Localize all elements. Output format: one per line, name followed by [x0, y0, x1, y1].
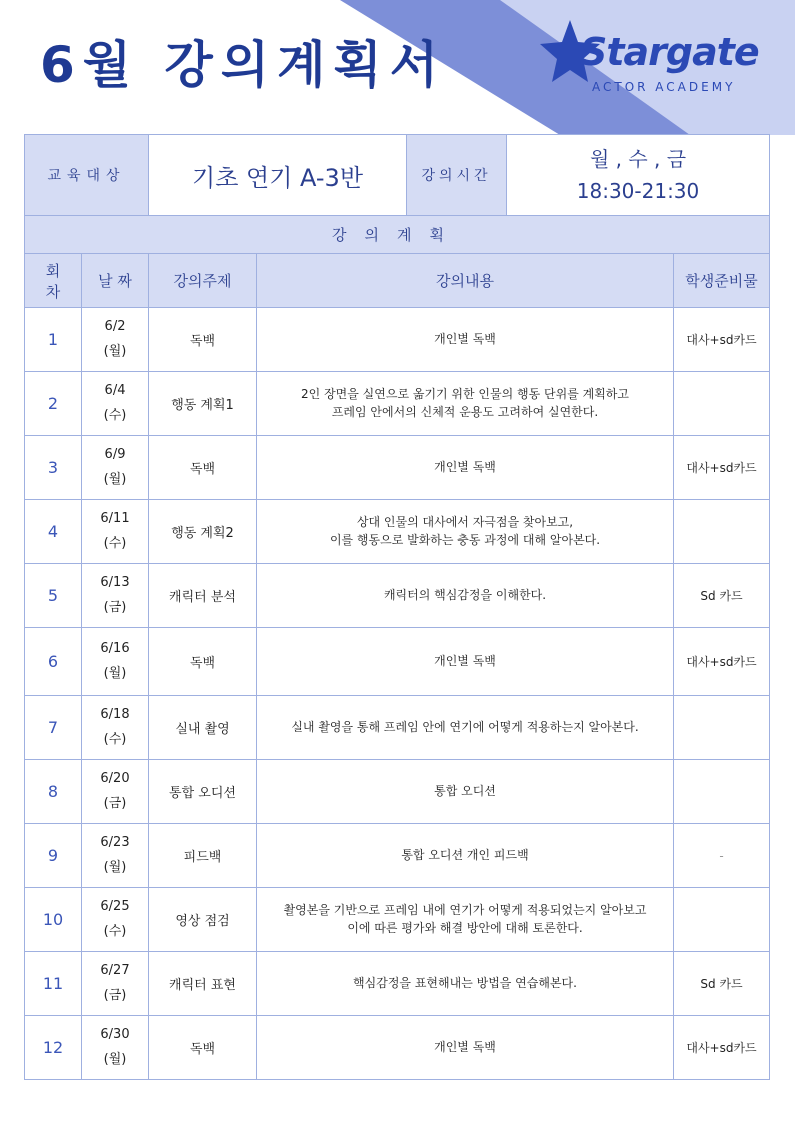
table-row [25, 824, 770, 888]
table-row [25, 500, 770, 564]
session-date [82, 308, 149, 372]
target-value [149, 135, 770, 216]
session-topic: 독백 [149, 308, 257, 372]
date-value: 6/11 [100, 510, 130, 526]
session-number: 10 [25, 888, 82, 952]
session-content [257, 952, 674, 1016]
session-number: 12 [25, 1016, 82, 1080]
weekday-value: (금) [103, 987, 127, 1003]
session-topic: 캐릭터 분석 [149, 564, 257, 628]
session-date [82, 372, 149, 436]
info-row [25, 135, 770, 216]
table-row [25, 1016, 770, 1080]
session-topic: 캐릭터 표현 [149, 952, 257, 1016]
table-row [25, 888, 770, 952]
content-line: 핵심감정을 표현해내는 방법을 연습해본다. [353, 975, 577, 990]
session-date [82, 564, 149, 628]
session-topic: 영상 점검 [149, 888, 257, 952]
session-date [82, 500, 149, 564]
date-value: 6/23 [100, 834, 130, 850]
weekday-value: (월) [103, 665, 127, 681]
weekday-value: (월) [103, 1051, 127, 1067]
content-line: 개인별 독백 [434, 1039, 496, 1054]
session-materials [674, 500, 770, 564]
content-line: 촬영본을 기반으로 프레임 내에 연기가 어떻게 적용되었는지 알아보고 [283, 903, 647, 918]
session-content [257, 564, 674, 628]
session-date [82, 760, 149, 824]
session-content [257, 696, 674, 760]
content-line: 통합 오디션 개인 피드백 [401, 847, 529, 862]
session-content [257, 1016, 674, 1080]
section-title-row [25, 216, 770, 254]
column-header-row [25, 254, 770, 308]
date-value: 6/4 [104, 382, 126, 398]
date-value: 6/20 [100, 770, 130, 786]
weekday-value: (금) [103, 599, 127, 615]
table-row [25, 372, 770, 436]
session-content [257, 628, 674, 696]
session-topic: 행동 계획2 [149, 500, 257, 564]
content-line: 상대 인물의 대사에서 자극점을 찾아보고, [356, 515, 574, 530]
session-number: 3 [25, 436, 82, 500]
table-row [25, 952, 770, 1016]
lecture-plan-table [24, 134, 770, 1080]
session-materials [674, 760, 770, 824]
col-topic-header: 강의주제 [149, 254, 257, 308]
table-row [25, 760, 770, 824]
session-topic: 통합 오디션 [149, 760, 257, 824]
session-topic: 행동 계획1 [149, 372, 257, 436]
col-content-header: 강의내용 [257, 254, 674, 308]
session-number: 2 [25, 372, 82, 436]
content-line: 이에 따른 평가와 해결 방안에 대해 토론한다. [347, 920, 583, 935]
date-value: 6/25 [100, 898, 130, 914]
brand-subtitle: ACTOR ACADEMY [592, 80, 736, 94]
session-materials: Sd 카드 [674, 952, 770, 1016]
content-line: 2인 장면을 실연으로 옮기기 위한 인물의 행동 단위를 계획하고 [301, 387, 629, 402]
content-line: 캐릭터의 핵심감정을 이해한다. [383, 587, 547, 602]
session-content [257, 308, 674, 372]
session-content [257, 500, 674, 564]
session-content [257, 888, 674, 952]
session-date [82, 696, 149, 760]
class-name: 기초 연기 A-3반 [149, 135, 407, 215]
session-number: 4 [25, 500, 82, 564]
date-value: 6/13 [100, 574, 130, 590]
session-date [82, 952, 149, 1016]
session-materials [674, 696, 770, 760]
table-row [25, 696, 770, 760]
content-line: 이를 행동으로 발화하는 충동 과정에 대해 알아본다. [329, 532, 601, 547]
session-content [257, 372, 674, 436]
content-line: 개인별 독백 [434, 653, 496, 668]
session-date [82, 824, 149, 888]
session-date [82, 436, 149, 500]
table-row [25, 436, 770, 500]
date-value: 6/16 [100, 640, 130, 656]
session-materials [674, 888, 770, 952]
weekday-value: (월) [103, 471, 127, 487]
table-row [25, 564, 770, 628]
session-number: 6 [25, 628, 82, 696]
time-value [507, 135, 769, 215]
date-value: 6/18 [100, 706, 130, 722]
date-value: 6/9 [104, 446, 126, 462]
target-label: 교육대상 [25, 135, 149, 216]
content-line: 개인별 독백 [434, 331, 496, 346]
session-topic: 독백 [149, 1016, 257, 1080]
class-days: 월 , 수 , 금 [589, 147, 687, 171]
weekday-value: (금) [103, 795, 127, 811]
col-date-header: 날 짜 [82, 254, 149, 308]
session-content [257, 436, 674, 500]
content-line: 실내 촬영을 통해 프레임 안에 연기에 어떻게 적용하는지 알아본다. [291, 719, 639, 734]
weekday-value: (수) [103, 407, 127, 423]
session-materials: 대사+sd카드 [674, 436, 770, 500]
session-materials: - [674, 824, 770, 888]
date-value: 6/30 [100, 1026, 130, 1042]
session-content [257, 760, 674, 824]
weekday-value: (월) [103, 859, 127, 875]
session-number: 8 [25, 760, 82, 824]
class-hours: 18:30-21:30 [576, 179, 700, 203]
session-date [82, 888, 149, 952]
session-materials: Sd 카드 [674, 564, 770, 628]
content-line: 프레임 안에서의 신체적 운용도 고려하여 실연한다. [331, 404, 599, 419]
session-date [82, 628, 149, 696]
table-row [25, 308, 770, 372]
session-topic: 독백 [149, 436, 257, 500]
date-value: 6/2 [104, 318, 126, 334]
col-num-top: 회 [45, 261, 61, 280]
time-label: 강의시간 [407, 135, 507, 215]
session-date [82, 1016, 149, 1080]
weekday-value: (월) [103, 343, 127, 359]
session-topic: 피드백 [149, 824, 257, 888]
session-number: 7 [25, 696, 82, 760]
session-number: 1 [25, 308, 82, 372]
session-materials: 대사+sd카드 [674, 308, 770, 372]
content-line: 개인별 독백 [434, 459, 496, 474]
session-number: 11 [25, 952, 82, 1016]
weekday-value: (수) [103, 535, 127, 551]
session-materials: 대사+sd카드 [674, 1016, 770, 1080]
session-number: 9 [25, 824, 82, 888]
session-materials: 대사+sd카드 [674, 628, 770, 696]
section-title: 강의계획 [25, 216, 770, 254]
brand-name: Stargate [580, 30, 759, 74]
content-line: 통합 오디션 [434, 783, 496, 798]
session-content [257, 824, 674, 888]
session-topic: 실내 촬영 [149, 696, 257, 760]
date-value: 6/27 [100, 962, 130, 978]
table-row [25, 628, 770, 696]
brand-logo [540, 18, 770, 98]
col-prep-header: 학생준비물 [674, 254, 770, 308]
session-number: 5 [25, 564, 82, 628]
col-num-header [25, 254, 82, 308]
weekday-value: (수) [103, 731, 127, 747]
session-topic: 독백 [149, 628, 257, 696]
session-materials [674, 372, 770, 436]
col-num-bottom: 차 [45, 282, 61, 301]
page-title: 6월 강의계획서 [40, 36, 446, 94]
weekday-value: (수) [103, 923, 127, 939]
